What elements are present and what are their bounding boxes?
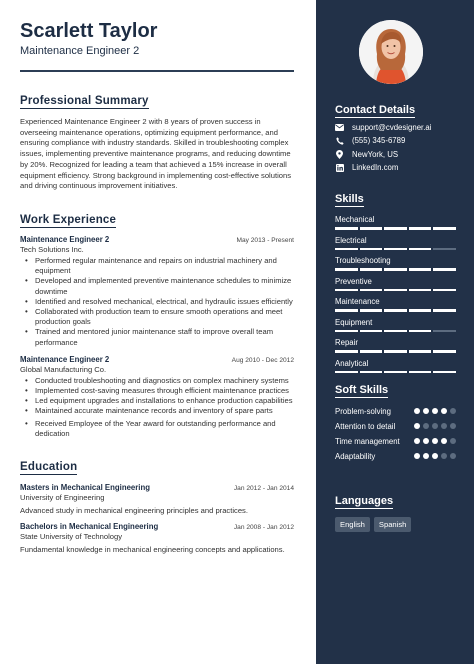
candidate-name: Scarlett Taylor	[20, 20, 158, 42]
rating-dot	[441, 408, 447, 414]
skill-level-segment	[335, 227, 358, 230]
soft-skill-rating	[414, 422, 456, 429]
skill-level-bar	[335, 309, 456, 312]
skill-level-segment	[384, 371, 407, 374]
job-bullet: • Trained and mentored junior maintenance staff to improve overall team performance	[20, 327, 294, 347]
rating-dot	[432, 423, 438, 429]
soft-skill-label: Time management	[335, 437, 400, 446]
language-chip: English	[335, 517, 370, 532]
job-bullets	[20, 376, 294, 417]
contact-phone-text: (555) 345-6789	[352, 136, 406, 146]
rating-dot	[450, 453, 456, 459]
education-dates: Jan 2012 - Jan 2014	[233, 484, 294, 492]
education-heading: Education	[20, 460, 78, 473]
soft-skill-label: Problem-solving	[335, 407, 391, 416]
skill-label: Preventive	[335, 276, 372, 286]
skill-level-bar	[335, 248, 456, 251]
rating-dot	[450, 438, 456, 444]
skill-level-segment	[335, 248, 358, 251]
skill-level-segment	[360, 371, 383, 374]
contact-phone[interactable]	[335, 137, 456, 146]
job-bullet: • Collaborated with production team to ensure smooth operations and meet production goals	[20, 307, 294, 327]
soft-skill-rating	[414, 452, 456, 459]
school-name: State University of Technology	[20, 532, 123, 542]
skill-level-segment	[409, 227, 432, 230]
skill-level-bar	[335, 289, 456, 292]
job-bullet: • Developed and implemented preventive maintenance schedules to minimize downtime	[20, 276, 294, 296]
skill-label: Mechanical	[335, 215, 375, 224]
skill-level-segment	[335, 350, 358, 353]
skill-label: Troubleshooting	[335, 256, 391, 265]
soft-skill-label: Attention to detail	[335, 422, 396, 431]
rating-dot	[450, 423, 456, 429]
experience-section	[20, 210, 294, 439]
skill-level-bar	[335, 371, 456, 374]
skill-level-segment	[360, 248, 383, 251]
rating-dot	[423, 408, 429, 414]
job-entry	[20, 355, 294, 439]
rating-dot	[423, 438, 429, 444]
skill-level-segment	[360, 227, 383, 230]
rating-dot	[423, 423, 429, 429]
contact-location-text: NewYork, US	[352, 149, 399, 159]
skill-item	[335, 359, 456, 374]
rating-dot	[432, 408, 438, 414]
profile-photo-illustration	[359, 20, 423, 84]
job-bullet: • Implemented cost-saving measures through efficient maintenance practices	[20, 386, 294, 396]
soft-skill-item	[335, 422, 456, 432]
rating-dot	[432, 438, 438, 444]
sidebar	[316, 0, 474, 664]
contact-linkedin[interactable]	[335, 164, 456, 173]
soft-skill-rating	[414, 437, 456, 444]
soft-skill-label: Adaptability	[335, 452, 376, 461]
skill-level-segment	[360, 350, 383, 353]
skill-level-segment	[335, 289, 358, 292]
skill-level-segment	[433, 248, 456, 251]
education-description: Advanced study in mechanical engineering principles and practices.	[20, 505, 248, 515]
education-section	[20, 457, 294, 555]
rating-dot	[414, 438, 420, 444]
degree-title: Masters in Mechanical Engineering	[20, 482, 150, 492]
contact-email[interactable]	[335, 123, 456, 132]
skill-level-bar	[335, 227, 456, 230]
skill-level-segment	[409, 248, 432, 251]
language-chip: Spanish	[374, 517, 411, 532]
skill-level-segment	[335, 268, 358, 271]
languages-heading: Languages	[335, 495, 394, 507]
skill-level-segment	[360, 289, 383, 292]
job-bullet: • Led equipment upgrades and installations to enhance production capabilities	[20, 396, 294, 406]
phone-icon	[335, 136, 344, 145]
skill-item	[335, 338, 456, 353]
skill-level-bar	[335, 350, 456, 353]
rating-dot	[414, 408, 420, 414]
job-title: Maintenance Engineer 2	[20, 354, 110, 364]
skill-label: Analytical	[335, 358, 369, 368]
profile-photo	[359, 20, 423, 84]
experience-heading: Work Experience	[20, 213, 117, 226]
contact-section	[335, 100, 456, 172]
skill-level-segment	[433, 309, 456, 312]
rating-dot	[414, 423, 420, 429]
job-entry	[20, 235, 294, 348]
skill-level-segment	[409, 289, 432, 292]
skill-level-segment	[384, 227, 407, 230]
skill-level-segment	[409, 350, 432, 353]
skill-level-segment	[384, 289, 407, 292]
skill-level-segment	[433, 371, 456, 374]
rating-dot	[414, 453, 420, 459]
job-bullet: • Performed regular maintenance and repairs on industrial machinery and equipment	[20, 256, 294, 276]
skill-level-segment	[360, 330, 383, 333]
job-bullet: • Conducted troubleshooting and diagnostics on complex machinery systems	[20, 376, 294, 386]
skill-level-segment	[360, 268, 383, 271]
skills-heading: Skills	[335, 193, 364, 205]
job-dates: Aug 2010 - Dec 2012	[231, 356, 294, 364]
skill-item	[335, 297, 456, 312]
skill-level-segment	[433, 227, 456, 230]
summary-section	[20, 91, 294, 192]
skill-level-segment	[384, 248, 407, 251]
envelope-icon	[335, 123, 344, 132]
skill-level-segment	[409, 371, 432, 374]
job-company: Global Manufacturing Co.	[20, 364, 107, 374]
skill-level-segment	[409, 330, 432, 333]
linkedin-icon	[335, 163, 344, 172]
skill-level-bar	[335, 268, 456, 271]
soft-skill-item	[335, 407, 456, 417]
skill-level-segment	[433, 268, 456, 271]
contact-email-text: support@cvdesigner.ai	[352, 122, 432, 132]
skill-level-bar	[335, 330, 456, 333]
skill-level-segment	[335, 330, 358, 333]
degree-title: Bachelors in Mechanical Engineering	[20, 522, 159, 532]
rating-dot	[441, 423, 447, 429]
map-pin-icon	[335, 150, 344, 159]
job-title: Maintenance Engineer 2	[20, 234, 110, 244]
skill-level-segment	[335, 309, 358, 312]
skill-level-segment	[360, 309, 383, 312]
job-bullet: • Identified and resolved mechanical, electrical, and hydraulic issues efficiently	[20, 297, 294, 307]
education-entry	[20, 483, 294, 516]
skill-item	[335, 236, 456, 251]
rating-dot	[432, 453, 438, 459]
skill-level-segment	[433, 330, 456, 333]
job-bullet: • Maintained accurate maintenance records and inventory of spare parts	[20, 406, 294, 416]
soft-skill-rating	[414, 407, 456, 414]
rating-dot	[441, 438, 447, 444]
soft-skill-item	[335, 452, 456, 462]
skill-label: Maintenance	[335, 297, 380, 306]
skill-level-segment	[384, 330, 407, 333]
job-company: Tech Solutions Inc.	[20, 244, 84, 254]
soft-skills-section	[335, 380, 456, 462]
skill-level-segment	[384, 268, 407, 271]
contact-location	[335, 150, 456, 159]
soft-skills-heading: Soft Skills	[335, 384, 389, 396]
skill-level-segment	[433, 350, 456, 353]
skill-level-segment	[335, 371, 358, 374]
rating-dot	[450, 408, 456, 414]
education-description: Fundamental knowledge in mechanical engineering concepts and applications.	[20, 545, 285, 555]
soft-skill-item	[335, 437, 456, 447]
rating-dot	[423, 453, 429, 459]
skill-item	[335, 215, 456, 230]
languages-list	[335, 517, 456, 532]
summary-heading: Professional Summary	[20, 95, 149, 107]
languages-section	[335, 491, 456, 532]
education-dates: Jan 2008 - Jan 2012	[233, 524, 294, 532]
skill-item	[335, 277, 456, 292]
skill-label: Repair	[335, 338, 358, 347]
skill-level-segment	[384, 309, 407, 312]
rating-dot	[441, 453, 447, 459]
header-divider	[20, 70, 294, 72]
skill-item	[335, 318, 456, 333]
summary-text: Experienced Maintenance Engineer 2 with 8 years of proven success in overseeing maintenance operations, optimizing equipment performance, and ensuring compliance with industry standards. Skilled in troubleshooting complex issues, implementing preventive maintenance programs, and reducing downtime by 20%. Recognized for leading a team that achieved a 15% increase in overall equipment efficiency. Strong background in implementing cost-effective solutions and driving continuous improvement initiatives.	[20, 117, 291, 191]
job-bullets-extra	[20, 419, 294, 439]
contact-heading: Contact Details	[335, 104, 416, 116]
job-bullets	[20, 256, 294, 348]
skills-section	[335, 189, 456, 373]
skill-label: Electrical	[335, 235, 367, 245]
skill-level-segment	[409, 309, 432, 312]
job-bullet: • Received Employee of the Year award for outstanding performance and dedication	[20, 419, 294, 439]
candidate-role: Maintenance Engineer 2	[20, 45, 140, 57]
education-entry	[20, 522, 294, 555]
skill-level-segment	[433, 289, 456, 292]
soft-skills-list	[335, 407, 456, 462]
skill-level-segment	[409, 268, 432, 271]
skill-level-segment	[384, 350, 407, 353]
skill-item	[335, 256, 456, 271]
contact-linkedin-text: LinkedIn.com	[352, 163, 399, 173]
skill-label: Equipment	[335, 317, 373, 327]
skills-list	[335, 215, 456, 373]
school-name: University of Engineering	[20, 492, 105, 502]
job-dates: May 2013 - Present	[236, 236, 294, 244]
